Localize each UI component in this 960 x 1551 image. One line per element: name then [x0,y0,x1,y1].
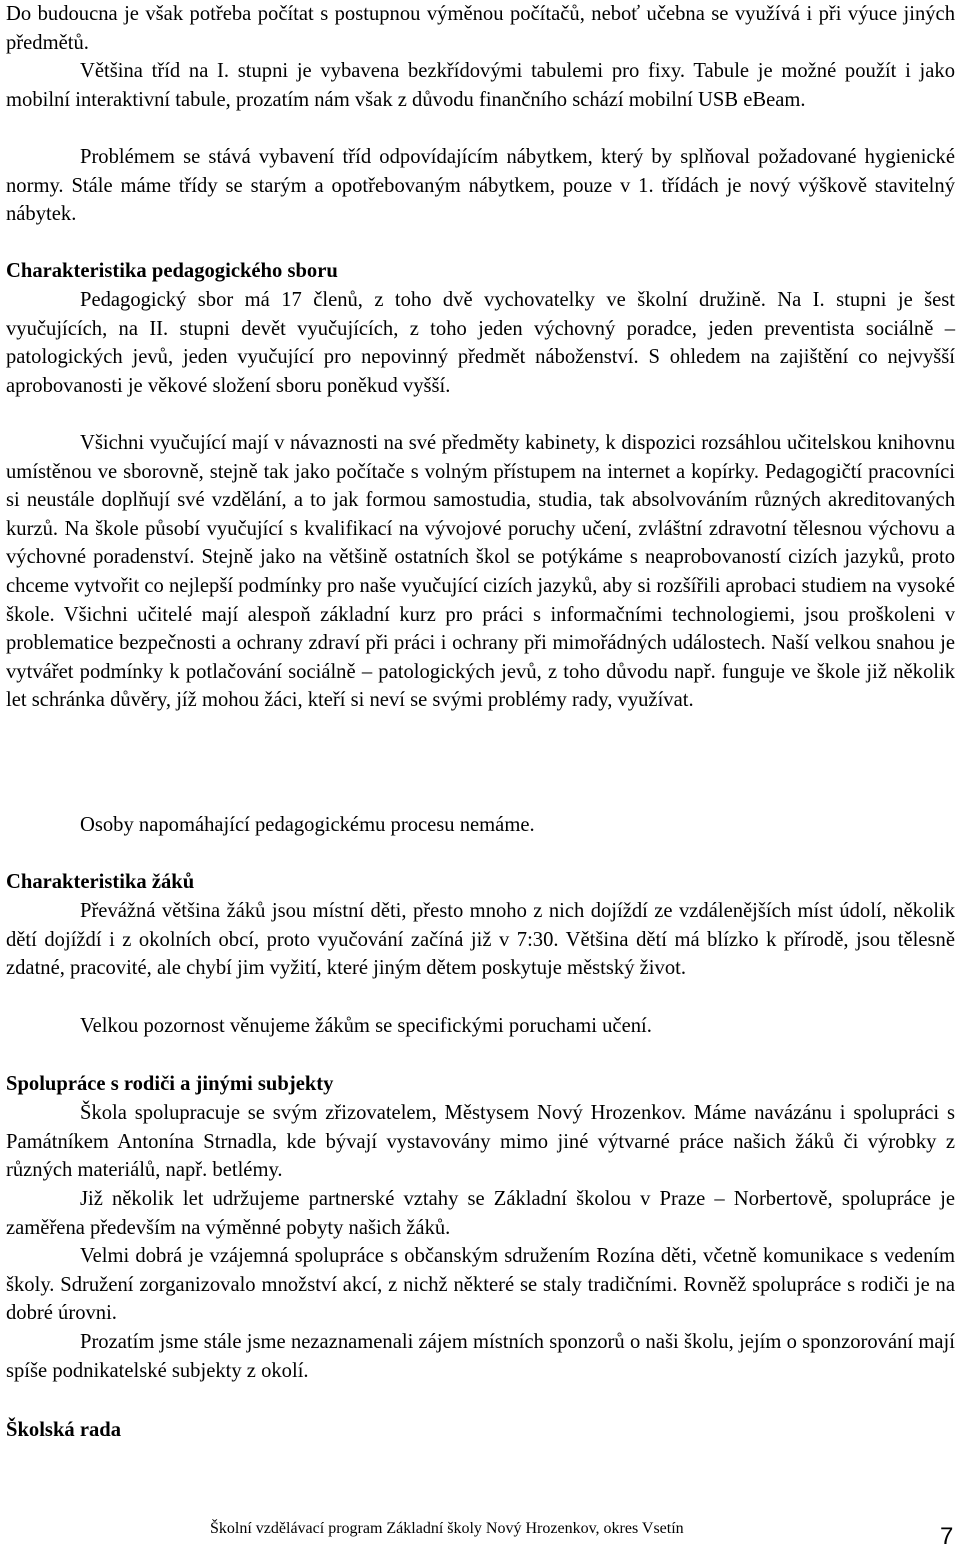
paragraph-assistants: Osoby napomáhající pedagogickému procesu nemáme. [80,814,535,836]
heading-school-board: Školská rada [6,1419,122,1441]
paragraph-special-needs: Velkou pozornost věnujeme žákům se specifickými poruchami učení. [80,1015,652,1037]
paragraph-partner-school: Již několik let udržujeme partnerské vztahy se Základní školou v Praze – Norbertově, spolupráce je zaměřena především na výměnné pobyty našich žáků. [6,1188,955,1239]
page-number: 7 [940,1523,954,1550]
paragraph-pupils: Převážná většina žáků jsou místní děti, přesto mnoho z nich dojíždí ze vzdálenějších míst údolí, několik dětí dojíždí i z okolních obcí, proto vyučování začíná již v 7:30. Většina dětí má blízko k přírodě, jsou tělesně zdatné, pracovité, ale chybí jim vyžití, které jiným dětem poskytuje městský život. [6,900,955,980]
paragraph-computers: Do budoucna je však potřeba počítat s postupnou výměnou počítačů, neboť učebna se využívá i při výuce jiných předmětů. [6,3,955,54]
paragraph-sponsors: Prozatím jsme stále jsme nezaznamenali zájem místních sponzorů o naši školu, jejím o sponzorování mají spíše podnikatelské subjekty z okolí. [6,1331,955,1382]
heading-pupils: Charakteristika žáků [6,871,195,893]
heading-cooperation: Spolupráce s rodiči a jinými subjekty [6,1073,334,1095]
paragraph-boards: Většina tříd na I. stupni je vybavena bezkřídovými tabulemi pro fixy. Tabule je možné použít i jako mobilní interaktivní tabule, prozatím nám však z důvodu finančního schází mobilní USB eBeam. [6,60,955,111]
paragraph-staff-composition: Pedagogický sbor má 17 členů, z toho dvě vychovatelky ve školní družině. Na I. stupni je šest vyučujících, na II. stupni devět vyučujících, z toho jeden výchovný poradce, jeden preventista sociálně – patologických jevů, jeden vyučující pro nepovinný předmět náboženství. S ohledem na zajištění co nejvyšší aprobovanosti je věkové složení sboru poněkud vyšší. [6,289,955,397]
heading-teaching-staff: Charakteristika pedagogického sboru [6,260,338,282]
paragraph-staff-development: Všichni vyučující mají v návaznosti na své předměty kabinety, k dispozici rozsáhlou učitelskou knihovnu umístěnou ve sborovně, stejně tak jako počítače s volným přístupem na internet a kopírky. Pedagogičtí pracovníci si neustále doplňují své vzdělání, a to jak formou samostudia, studia, tak absolvováním různých akreditovaných kurzů. Na škole působí vyučující s kvalifikací na vývojové poruchy učení, zvláštní zdravotní tělesnou výchovu a výchovné poradenství. Stejně jako na většině ostatních škol se potýkáme s neaprobovaností cizích jazyků, proto chceme vytvořit co nejlepší podmínky pro naše vyučující cizích jazyků, aby si rozšířili aprobaci studiem na vysoké škole. Všichni učitelé mají alespoň základní kurz pro práci s informačními technologiemi, jsou proškoleni v problematice bezpečnosti a ochrany zdraví při práci i ochrany při mimořádných událostech. Naší velkou snahou je vytvářet podmínky k potlačování sociálně – patologických jevů, z toho důvodu např. funguje ve škole již několik let schránka důvěry, jíž mohou žáci, kteří si neví se svými problémy rady, využívat. [6,432,955,712]
page-footer: Školní vzdělávací program Základní školy Nový Hrozenkov, okres Vsetín [210,1520,684,1537]
paragraph-furniture: Problémem se stává vybavení tříd odpovídajícím nábytkem, který by splňoval požadované hygienické normy. Stále máme třídy se starým a opotřebovaným nábytkem, pouze v 1. třídách je nový výškově stavitelný nábytek. [6,146,955,226]
paragraph-founder: Škola spolupracuje se svým zřizovatelem, Městysem Nový Hrozenkov. Máme navázánu i spolupráci s Památníkem Antonína Strnadla, kde bývají vystavovány mimo jiné výtvarné práce našich žáků či výrobky z různých materiálů, např. betlémy. [6,1102,955,1182]
paragraph-association: Velmi dobrá je vzájemná spolupráce s občanským sdružením Rozína děti, včetně komunikace s vedením školy. Sdružení zorganizovalo množství akcí, z nichž některé se staly tradičními. Rovněž spolupráce s rodiči je na dobré úrovni. [6,1245,955,1325]
